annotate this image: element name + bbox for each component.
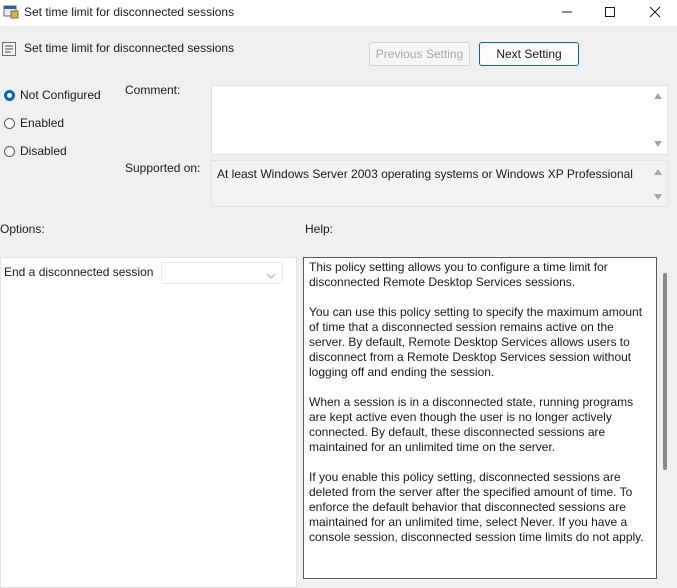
minimize-button[interactable] (547, 0, 587, 26)
supported-scrollbar[interactable] (650, 161, 667, 206)
options-label: Options: (0, 222, 45, 236)
radio-label: Disabled (20, 144, 67, 158)
comment-label: Comment: (125, 83, 181, 97)
help-paragraph: This policy setting allows you to configure a time limit for disconnected Remote Desktop Services sessions. (309, 260, 608, 289)
minimize-icon (561, 6, 573, 21)
help-text (309, 260, 649, 560)
setting-icon (2, 42, 16, 56)
previous-setting-button[interactable]: Previous Setting (369, 42, 470, 66)
help-paragraph: When a session is in a disconnected state, running programs are kept active even though the user is no longer actively connected. By default, these disconnected sessions are maintained for an unlimited time on the server. (309, 395, 634, 454)
options-panel (0, 257, 297, 588)
next-setting-button[interactable]: Next Setting (479, 42, 579, 66)
close-button[interactable] (635, 0, 675, 26)
supported-on-value: At least Windows Server 2003 operating systems or Windows XP Professional (217, 167, 633, 181)
help-paragraph: You can use this policy setting to specify the maximum amount of time that a disconnected session remains active on the server. By default, Remote Desktop Services allows users to disconnect from a Remote Desktop Services session without logging off and ending the session. (309, 305, 643, 379)
radio-label: Not Configured (20, 88, 101, 102)
scroll-up-icon[interactable] (654, 93, 662, 99)
help-paragraph: If you enable this policy setting, disconnected sessions are deleted from the server after the specified amount of time. To enforce the default behavior that disconnected sessions are maintained for an unlimited time, select Never. If you have a console session, disconnected session time limits do not apply. (309, 470, 644, 544)
radio-indicator (4, 146, 15, 157)
setting-title: Set time limit for disconnected sessions (24, 41, 235, 55)
radio-indicator (4, 118, 15, 129)
maximize-icon (604, 6, 616, 21)
scroll-up-icon[interactable] (654, 169, 662, 175)
chevron-down-icon (266, 269, 276, 283)
supported-on-box (211, 160, 668, 207)
radio-enabled[interactable] (4, 116, 64, 130)
help-scrollbar-thumb[interactable] (663, 273, 667, 470)
comment-textarea[interactable] (211, 85, 668, 155)
title-bar (0, 0, 677, 26)
maximize-button[interactable] (590, 0, 630, 26)
radio-disabled[interactable] (4, 144, 67, 158)
policy-editor-icon (3, 5, 19, 19)
window-title: Set time limit for disconnected sessions (24, 5, 235, 19)
scroll-down-icon[interactable] (654, 194, 662, 200)
end-session-label: End a disconnected session (4, 265, 154, 279)
end-session-dropdown[interactable] (161, 262, 283, 284)
help-panel (303, 257, 657, 579)
radio-not-configured[interactable] (4, 88, 101, 102)
radio-label: Enabled (20, 116, 65, 130)
comment-scrollbar[interactable] (650, 86, 667, 154)
help-label: Help: (305, 222, 334, 236)
scroll-down-icon[interactable] (654, 141, 662, 147)
radio-indicator (4, 90, 15, 101)
close-icon (649, 6, 661, 21)
supported-on-label: Supported on: (125, 161, 201, 175)
